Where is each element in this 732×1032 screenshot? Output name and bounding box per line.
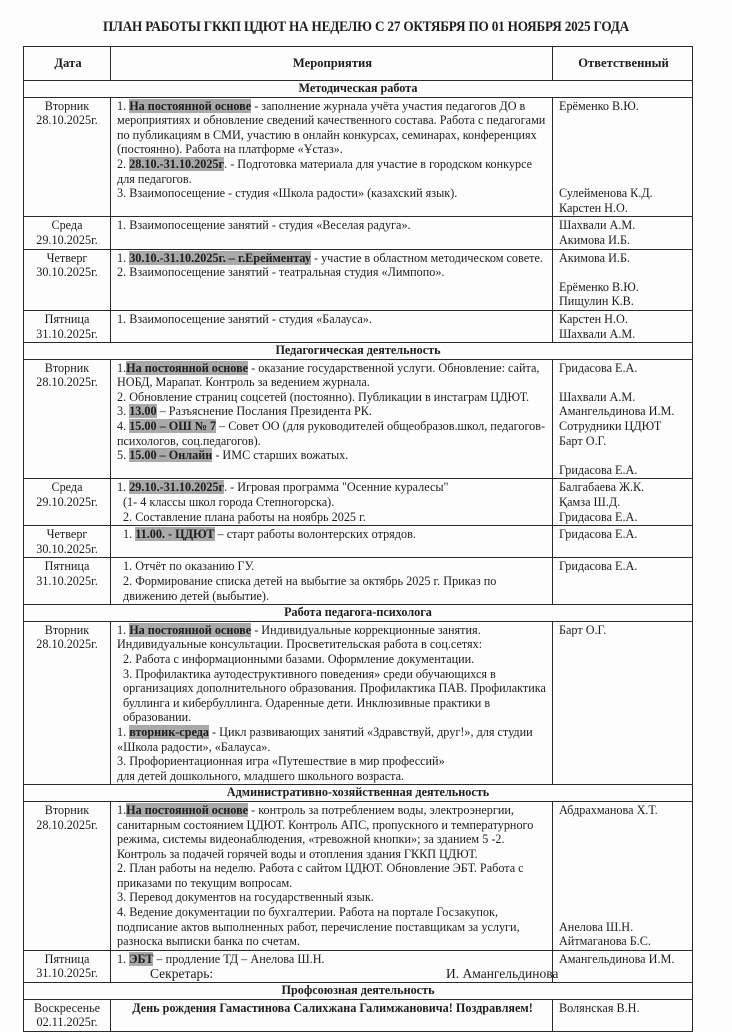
date-cell: [24, 310, 111, 342]
event-item: 4. 15.00 – ОШ № 7 – Совет ОО (для руководителей общеобразов.школ, педагогов-психологов, соц.педагогов).: [117, 419, 546, 448]
event-item: 1. 30.10.-31.10.2025г. – г.Ерейментау - участие в областном методическом совете.: [117, 250, 543, 265]
responsible-person: Ерёменко В.Ю.: [559, 98, 639, 113]
event-item: 1. Взаимопосещение занятий - студия «Веселая радуга».: [117, 218, 411, 233]
event-item: 3. Профилактика аутодеструктивного поведения» среди обучающихся в организациях дополнительного образования. Профилактика ПАВ. Профилактика буллинга и кибербуллинга. Одаренные дети. Инклюзивные практики в образовании.: [123, 666, 546, 725]
section-title-union: Профсоюзная деятельность: [24, 983, 693, 1000]
day-label: Среда: [51, 480, 83, 495]
event-item: 5. 15.00 – Онлайн - ИМС старших вожатых.: [117, 448, 349, 463]
section-header-row: [24, 81, 693, 98]
responsible-person: Акимова И.Б.: [559, 232, 630, 247]
column-header-responsible: Ответственный: [553, 47, 693, 81]
date-cell: [24, 249, 111, 310]
responsible-person: Анелова Ш.Н.: [559, 919, 634, 934]
date-cell: [24, 558, 111, 605]
table-row: [24, 310, 693, 342]
day-label: Воскресенье: [33, 1000, 101, 1015]
event-item: 1. вторник-среда - Цикл развивающих занятий «Здравствуй, друг!», для студии «Школа радости», «Балауса».: [117, 724, 533, 754]
table-row: [24, 621, 693, 785]
highlight: 30.10.-31.10.2025г. – г.Ерейментау: [129, 250, 311, 265]
event-item: 2. Работа с информационными базами. Оформление документации.: [123, 651, 475, 666]
table-row: [24, 558, 693, 605]
events-cell: [111, 310, 553, 342]
event-item: (1- 4 классы школ города Степногорска).: [123, 495, 335, 510]
responsible-person: Гридасова Е.А.: [559, 527, 638, 542]
day-label: Пятница: [44, 951, 90, 966]
event-item: 3. Профориентационная игра «Путешествие в мир профессий»: [117, 754, 445, 769]
event-item: 2. План работы на неделю. Работа с сайтом ЦДЮТ. Обновление ЭБТ. Работа с приказами по текущим вопросам.: [117, 861, 524, 890]
responsible-cell: [553, 526, 693, 558]
date-cell: [24, 950, 111, 982]
date-cell: [24, 801, 111, 950]
footer-signatory: И. Амангельдинова: [446, 966, 559, 981]
responsible-cell: [553, 621, 693, 785]
responsible-person: Шахвали А.М.: [559, 218, 636, 233]
events-cell: [111, 359, 553, 479]
responsible-cell: [553, 310, 693, 342]
events-cell: [111, 999, 553, 1031]
day-label: Четверг: [46, 250, 88, 265]
column-header-date: Дата: [24, 47, 111, 81]
table-row: [24, 97, 693, 217]
table-row: [24, 359, 693, 479]
highlight: 13.00: [129, 404, 157, 419]
event-item: 1. Взаимопосещение занятий - студия «Балауса».: [117, 311, 372, 326]
events-cell: [111, 801, 553, 950]
events-cell: [111, 479, 553, 526]
date-label: 30.10.2025г.: [36, 541, 98, 556]
responsible-person: Шахвали А.М.: [559, 326, 636, 341]
event-item: 2. Составление плана работы на ноябрь 2025 г.: [123, 509, 366, 524]
responsible-cell: [553, 249, 693, 310]
date-label: 29.10.2025г.: [36, 495, 98, 510]
highlight: ЭБТ: [129, 951, 154, 966]
event-item: 1.На постоянной основе - оказание государственной услуги. Обновление: сайта, НОБД, Марапат. Контроль за ведением журнала.: [117, 360, 540, 390]
event-item: для детей дошкольного, младшего школьного возраста.: [117, 768, 405, 783]
event-item: 2. 28.10.-31.10.2025г. - Подготовка материала для участие в городском конкурсе для педагогов.: [117, 156, 533, 186]
responsible-person: Сотрудники ЦДЮТ: [559, 419, 662, 434]
highlight: На постоянной основе: [129, 98, 252, 113]
highlight: вторник-среда: [129, 724, 209, 739]
highlight: 29.10.-31.10.2025г: [129, 480, 225, 495]
date-label: 31.10.2025г.: [36, 574, 98, 588]
responsible-person: Гридасова Е.А.: [559, 509, 638, 524]
event-item: 2. Формирование списка детей на выбытие за октябрь 2025 г. Приказ по движению детей (выбытие).: [123, 574, 497, 603]
date-cell: [24, 999, 111, 1031]
section-title-methodical: Методическая работа: [24, 81, 693, 98]
highlight: 28.10.-31.10.2025г: [129, 156, 225, 171]
section-header-row: [24, 983, 693, 1000]
date-label: 30.10.2025г.: [36, 265, 98, 280]
responsible-person: Ерёменко В.Ю.: [559, 279, 639, 294]
responsible-person: Гридасова Е.А.: [559, 462, 638, 477]
section-title-psychologist: Работа педагога-психолога: [24, 605, 693, 622]
event-item: 1. 11.00. - ЦДЮТ – старт работы волонтерских отрядов.: [123, 527, 416, 542]
section-header-row: [24, 605, 693, 622]
responsible-cell: [553, 801, 693, 950]
table-row: [24, 999, 693, 1031]
event-item: 3. Перевод документов на государственный язык.: [117, 890, 374, 905]
table-row: [24, 479, 693, 526]
responsible-cell: [553, 359, 693, 479]
date-label: 28.10.2025г.: [36, 817, 98, 832]
highlight: 15.00 – ОШ № 7: [129, 419, 217, 434]
events-cell: [111, 249, 553, 310]
responsible-person: Барт О.Г.: [559, 433, 607, 448]
events-cell: [111, 526, 553, 558]
section-header-row: [24, 343, 693, 360]
date-cell: [24, 217, 111, 249]
column-header-events: Мероприятия: [111, 47, 553, 81]
highlight: 11.00. - ЦДЮТ: [135, 527, 215, 542]
responsible-cell: [553, 950, 693, 982]
date-cell: [24, 621, 111, 785]
date-label: 29.10.2025г.: [36, 232, 98, 247]
events-cell: [111, 621, 553, 785]
footer-role: Секретарь:: [150, 966, 214, 981]
date-label: 28.10.2025г.: [36, 113, 98, 128]
responsible-cell: [553, 999, 693, 1031]
date-cell: [24, 526, 111, 558]
day-label: Вторник: [44, 98, 90, 113]
date-cell: [24, 97, 111, 217]
document-title: ПЛАН РАБОТЫ ГККП ЦДЮТ НА НЕДЕЛЮ С 27 ОКТЯБРЯ ПО 01 НОЯБРЯ 2025 ГОДА: [102, 19, 630, 35]
responsible-person: Амангельдинова И.М.: [559, 404, 675, 419]
day-label: Пятница: [44, 311, 90, 326]
table-row: [24, 526, 693, 558]
day-label: Пятница: [44, 559, 90, 574]
responsible-person: Пищулин К.В.: [559, 294, 634, 309]
event-item: 1. На постоянной основе - Индивидуальные коррекционные занятия. Индивидуальные консультации. Просветительская работа в соц.сетях:: [117, 622, 483, 652]
date-label: 02.11.2025г.: [36, 1015, 98, 1030]
event-item: 1. Отчёт по оказанию ГУ.: [123, 559, 255, 574]
responsible-person: Волянская В.Н.: [559, 1000, 640, 1015]
event-item: 4. Ведение документации по бухгалтерии. Работа на портале Госзакупок, подписание актов выполненных работ, перечисление поставщикам за услуги, разноска выписки банка по счетам.: [117, 905, 520, 949]
responsible-person: Карстен Н.О.: [559, 311, 628, 326]
responsible-cell: [553, 558, 693, 605]
table-row: [24, 801, 693, 950]
highlight: На постоянной основе: [129, 622, 252, 637]
section-header-row: [24, 785, 693, 802]
responsible-person: Абдрахманова Х.Т.: [559, 802, 658, 817]
day-label: Четверг: [46, 527, 88, 542]
events-cell: [111, 217, 553, 249]
highlight: На постоянной основе: [126, 802, 249, 817]
responsible-person: Барт О.Г.: [559, 622, 607, 637]
day-label: Вторник: [44, 622, 90, 637]
day-label: Вторник: [44, 802, 90, 817]
table-row: [24, 249, 693, 310]
date-label: 31.10.2025г.: [36, 326, 98, 341]
responsible-person: Гридасова Е.А.: [559, 559, 638, 574]
event-item: 1. ЭБТ – продление ТД – Анелова Ш.Н.: [117, 951, 325, 966]
highlight: 15.00 – Онлайн: [129, 448, 213, 463]
work-plan-table: [23, 46, 693, 1032]
event-item: 3. 13.00 – Разъяснение Послания Президента РК.: [117, 404, 372, 419]
event-item: 1.На постоянной основе - контроль за потреблением воды, электроэнергии, санитарным состоянием ЦДЮТ. Контроль АПС, пропускного и температурного режима, системы видеонаблюдения, «тревожной кнопки»; за зданием 5 -2. Контроль за подачей горячей воды и отопления здания ГККП ЦДЮТ.: [117, 802, 534, 861]
section-title-administrative: Административно-хозяйственная деятельность: [24, 785, 693, 802]
responsible-person: Шахвали А.М.: [559, 389, 636, 404]
day-label: Среда: [51, 218, 83, 233]
event-item: 1. 29.10.-31.10.2025г. - Игровая программа "Осенние куралесы": [117, 480, 449, 495]
events-cell: [111, 558, 553, 605]
responsible-person: Сулейменова К.Д.: [559, 186, 653, 201]
event-item: День рождения Гамастинова Салихжана Галимжановича! Поздравляем!: [132, 1000, 533, 1015]
date-label: 31.10.2025г.: [36, 966, 98, 981]
date-label: 28.10.2025г.: [36, 375, 98, 390]
table-row: [24, 217, 693, 249]
date-cell: [24, 359, 111, 479]
table-row: [24, 950, 693, 982]
responsible-person: Айтмаганова Б.С.: [559, 934, 651, 949]
responsible-person: Акимова И.Б.: [559, 250, 630, 265]
responsible-person: Гридасова Е.А.: [559, 360, 638, 375]
responsible-person: Амангельдинова И.М.: [559, 951, 675, 966]
section-title-pedagogical: Педагогическая деятельность: [24, 343, 693, 360]
responsible-cell: [553, 479, 693, 526]
responsible-person: Қамза Ш.Д.: [559, 495, 621, 510]
table-header-row: [24, 47, 693, 81]
responsible-person: Карстен Н.О.: [559, 200, 628, 215]
event-item: 3. Взаимопосещение - студия «Школа радости» (казахский язык).: [117, 186, 458, 201]
events-cell: [111, 97, 553, 217]
responsible-cell: [553, 97, 693, 217]
day-label: Вторник: [44, 360, 90, 375]
responsible-person: Балгабаева Ж.К.: [559, 480, 645, 495]
event-item: 1. На постоянной основе - заполнение журнала учёта участия педагогов ДО в мероприятиях и обновление сведений качественного состава. Работа с педагогами по публикациям в СМИ, участию в онлайн конкурсах, семинарах, конференциях (постоянно). Работа на платформе «Ұстаз».: [117, 98, 546, 157]
highlight: На постоянной основе: [126, 360, 249, 375]
responsible-cell: [553, 217, 693, 249]
event-item: 2. Взаимопосещение занятий - театральная студия «Лимпопо».: [117, 265, 445, 280]
event-item: 2. Обновление страниц соцсетей (постоянно). Публикации в инстаграм ЦДЮТ.: [117, 389, 530, 404]
date-cell: [24, 479, 111, 526]
date-label: 28.10.2025г.: [36, 637, 98, 652]
